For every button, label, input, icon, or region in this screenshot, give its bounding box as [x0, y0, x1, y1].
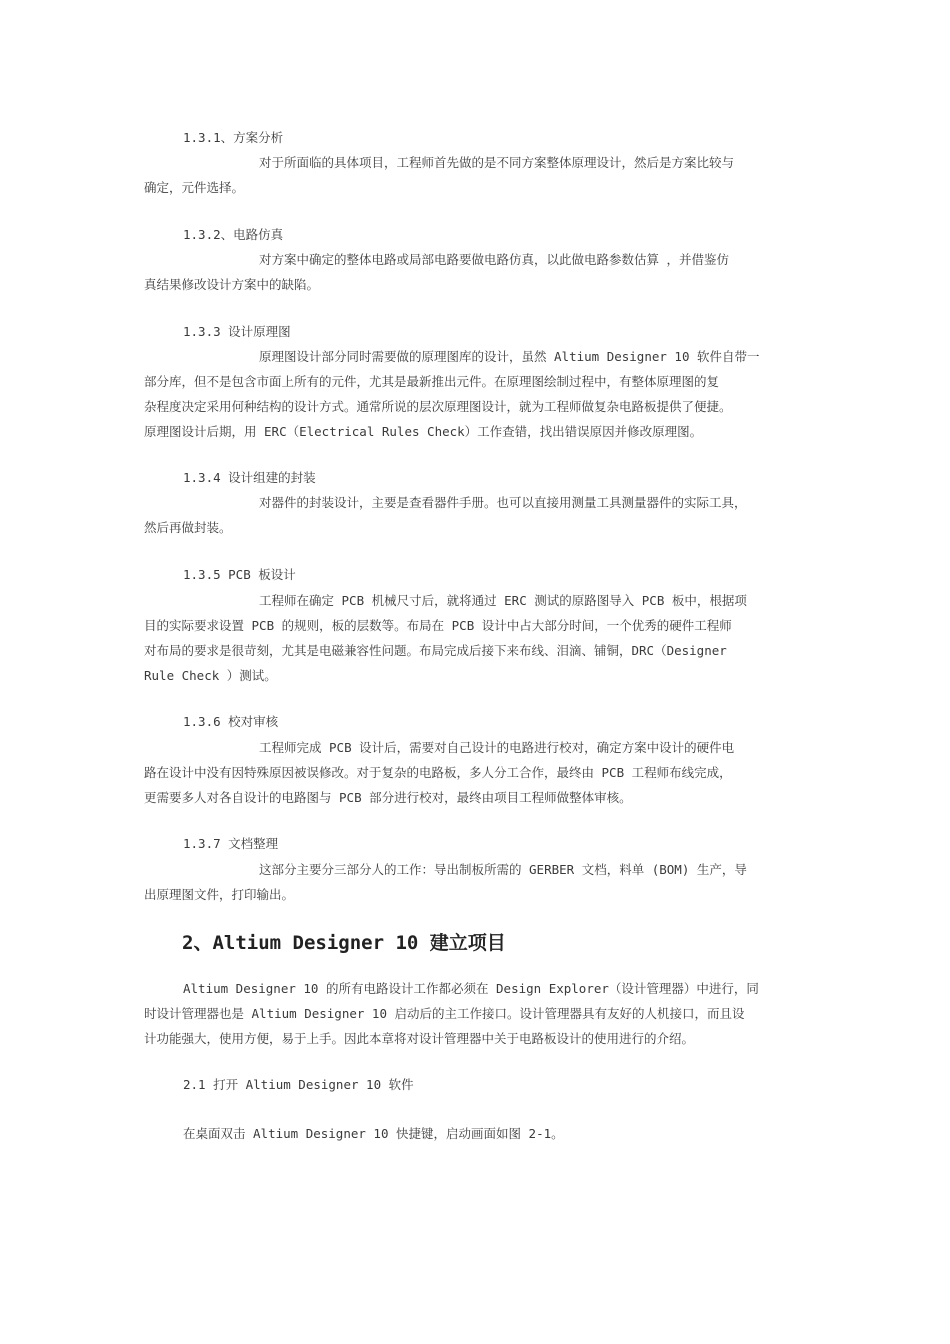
paragraph-line: 确定，元件选择。: [144, 180, 245, 195]
section-title: 1.3.1、方案分析: [183, 130, 284, 145]
paragraph-line: 对方案中确定的整体电路或局部电路要做电路仿真，以此做电路参数估算 ，并借鉴仿: [259, 252, 730, 267]
section-title: 2.1 打开 Altium Designer 10 软件: [183, 1077, 414, 1092]
section-title: 1.3.7 文档整理: [183, 836, 279, 851]
paragraph-line: 工程师在确定 PCB 机械尺寸后，就将通过 ERC 测试的原路图导入 PCB 板中，根据项: [259, 593, 747, 608]
paragraph-line: 原理图设计后期，用 ERC（Electrical Rules Check）工作查错，找出错误原因并修改原理图。: [144, 424, 703, 439]
section-title: 1.3.6 校对审核: [183, 714, 279, 729]
section-title: 1.3.4 设计组建的封装: [183, 470, 316, 485]
paragraph-line: 然后再做封装。: [144, 520, 232, 535]
paragraph-line: 对器件的封装设计，主要是查看器件手册。也可以直接用测量工具测量器件的实际工具，: [259, 495, 747, 510]
paragraph-line: 时设计管理器也是 Altium Designer 10 启动后的主工作接口。设计管理器具有友好的人机接口，而且设: [144, 1006, 745, 1021]
paragraph-line: 目的实际要求设置 PCB 的规则，板的层数等。布局在 PCB 设计中占大部分时间，一个优秀的硬件工程师: [144, 618, 732, 633]
chapter-heading: 2、Altium Designer 10 建立项目: [182, 932, 506, 954]
paragraph-line: 部分库，但不是包含市面上所有的元件，尤其是最新推出元件。在原理图绘制过程中，有整体原理图的复: [144, 374, 720, 389]
paragraph-line: 原理图设计部分同时需要做的原理图库的设计，虽然 Altium Designer 10 软件自带一: [259, 349, 760, 364]
paragraph-line: 这部分主要分三部分人的工作：导出制板所需的 GERBER 文档，料单 (BOM) 生产，导: [259, 862, 747, 877]
paragraph-line: 对于所面临的具体项目，工程师首先做的是不同方案整体原理设计，然后是方案比较与: [259, 155, 735, 170]
paragraph-line: 更需要多人对各自设计的电路图与 PCB 部分进行校对，最终由项目工程师做整体审核。: [144, 790, 632, 805]
section-title: 1.3.3 设计原理图: [183, 324, 291, 339]
paragraph-line: 路在设计中没有因特殊原因被误修改。对于复杂的电路板，多人分工合作，最终由 PCB 工程师布线完成，: [144, 765, 732, 780]
paragraph-line: 出原理图文件，打印输出。: [144, 887, 295, 902]
paragraph-line: 在桌面双击 Altium Designer 10 快捷键，启动画面如图 2-1。: [183, 1126, 564, 1141]
paragraph-line: Altium Designer 10 的所有电路设计工作都必须在 Design Explorer（设计管理器）中进行，同: [183, 981, 759, 996]
section-title: 1.3.2、电路仿真: [183, 227, 284, 242]
paragraph-line: 工程师完成 PCB 设计后，需要对自己设计的电路进行校对，确定方案中设计的硬件电: [259, 740, 735, 755]
paragraph-line: 杂程度决定采用何种结构的设计方式。通常所说的层次原理图设计，就为工程师做复杂电路板提供了便捷。: [144, 399, 732, 414]
paragraph-line: 真结果修改设计方案中的缺陷。: [144, 277, 320, 292]
section-title: 1.3.5 PCB 板设计: [183, 567, 296, 582]
paragraph-line: 对布局的要求是很苛刻，尤其是电磁兼容性问题。布局完成后接下来布线、泪滴、铺铜，DRC（Designer: [144, 643, 727, 658]
paragraph-line: Rule Check ）测试。: [144, 668, 277, 683]
paragraph-line: 计功能强大，使用方便，易于上手。因此本章将对设计管理器中关于电路板设计的使用进行的介绍。: [144, 1031, 695, 1046]
